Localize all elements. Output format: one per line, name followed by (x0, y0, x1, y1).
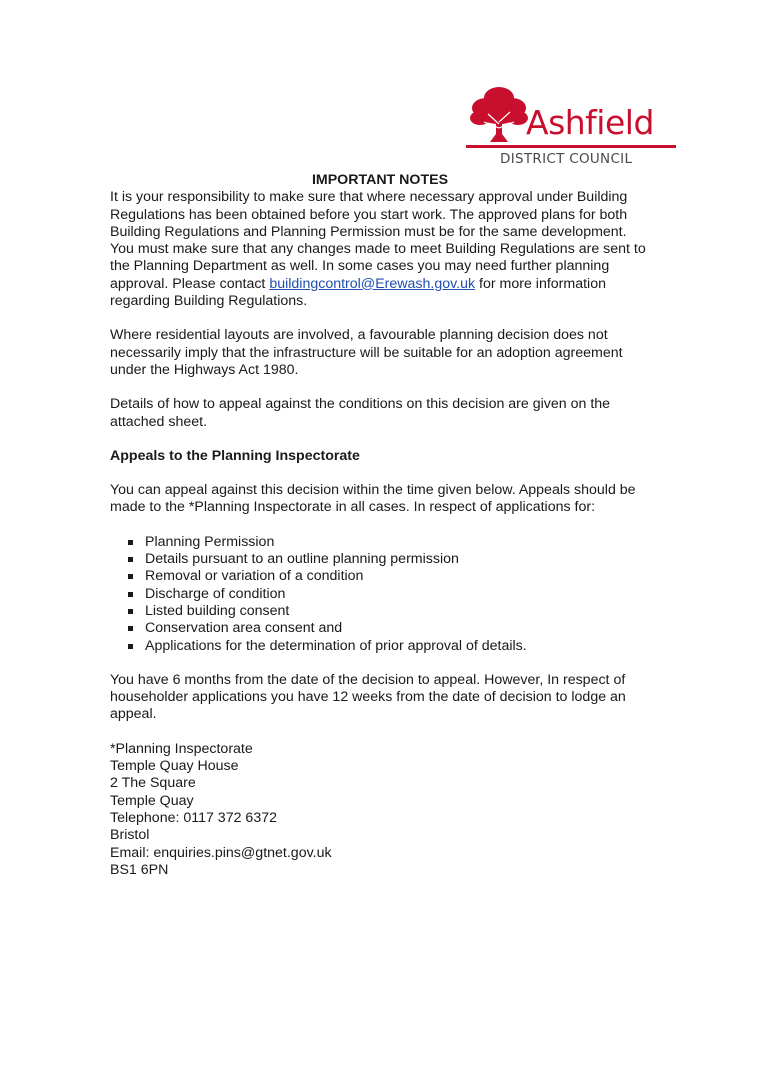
appeal-time-limits: You have 6 months from the date of the decision to appeal. However, In respect of householder applications you have 12 weeks from the date of decision to lodge an appeal. (110, 671, 626, 723)
paragraph-building-regulations (110, 189, 650, 310)
list-item: Conservation area consent and (128, 620, 650, 637)
building-control-email-link[interactable]: buildingcontrol@Erewash.gov.uk (269, 275, 476, 292)
address-line: Bristol (110, 827, 150, 844)
appeals-intro: You can appeal against this decision within the time given below. Appeals should be made to the *Planning Inspectorate in all cases. In respect of applications for: (110, 482, 636, 516)
address-line: 2 The Square (110, 775, 196, 792)
paragraph-residential-layouts: Where residential layouts are involved, a favourable planning decision does not necessarily imply that the infrastructure will be suitable for an adoption agreement under the Highways Act 1980. (110, 327, 623, 378)
logo-name: Ashfield (526, 103, 654, 142)
council-logo (466, 84, 678, 170)
address-line: *Planning Inspectorate (110, 740, 253, 757)
logo-subtitle: DISTRICT COUNCIL (500, 151, 633, 167)
spacer (110, 517, 650, 534)
spacer (110, 465, 650, 482)
paragraph-text: It is your responsibility to make sure that where necessary approval under Building Regulations has been obtained before you start work. The approved plans for both Building Regulations and Planning Permission must be for the same development. You must make sure that any changes made to meet Building Regulations are sent to the Planning Department as well. In some cases you may need further planning approval. Please contact (110, 189, 646, 292)
address-line: Email: enquiries.pins@gtnet.gov.uk (110, 844, 332, 861)
spacer (110, 431, 650, 448)
list-item: Listed building consent (128, 603, 650, 620)
address-line: Telephone: 0117 372 6372 (110, 809, 277, 826)
inspectorate-address (110, 741, 650, 879)
spacer (110, 379, 650, 396)
list-item: Removal or variation of a condition (128, 568, 650, 585)
appeals-heading: Appeals to the Planning Inspectorate (110, 447, 360, 464)
list-item: Planning Permission (128, 534, 650, 551)
list-item: Applications for the determination of prior approval of details. (128, 638, 650, 655)
logo-rule (466, 145, 676, 148)
spacer (110, 310, 650, 327)
tree-icon (468, 84, 530, 146)
list-item: Discharge of condition (128, 586, 650, 603)
document-body (110, 172, 650, 879)
address-line: Temple Quay (110, 792, 194, 809)
address-line: Temple Quay House (110, 758, 239, 775)
paragraph-appeal-details: Details of how to appeal against the conditions on this decision are given on the attached sheet. (110, 396, 611, 430)
page-title: IMPORTANT NOTES (311, 172, 449, 188)
address-line: BS1 6PN (110, 861, 169, 878)
application-types-list (110, 534, 650, 655)
spacer (110, 724, 650, 741)
list-item: Details pursuant to an outline planning permission (128, 551, 650, 568)
paragraph-text: for more information regarding Building Regulations. (110, 275, 606, 310)
spacer (110, 655, 650, 672)
